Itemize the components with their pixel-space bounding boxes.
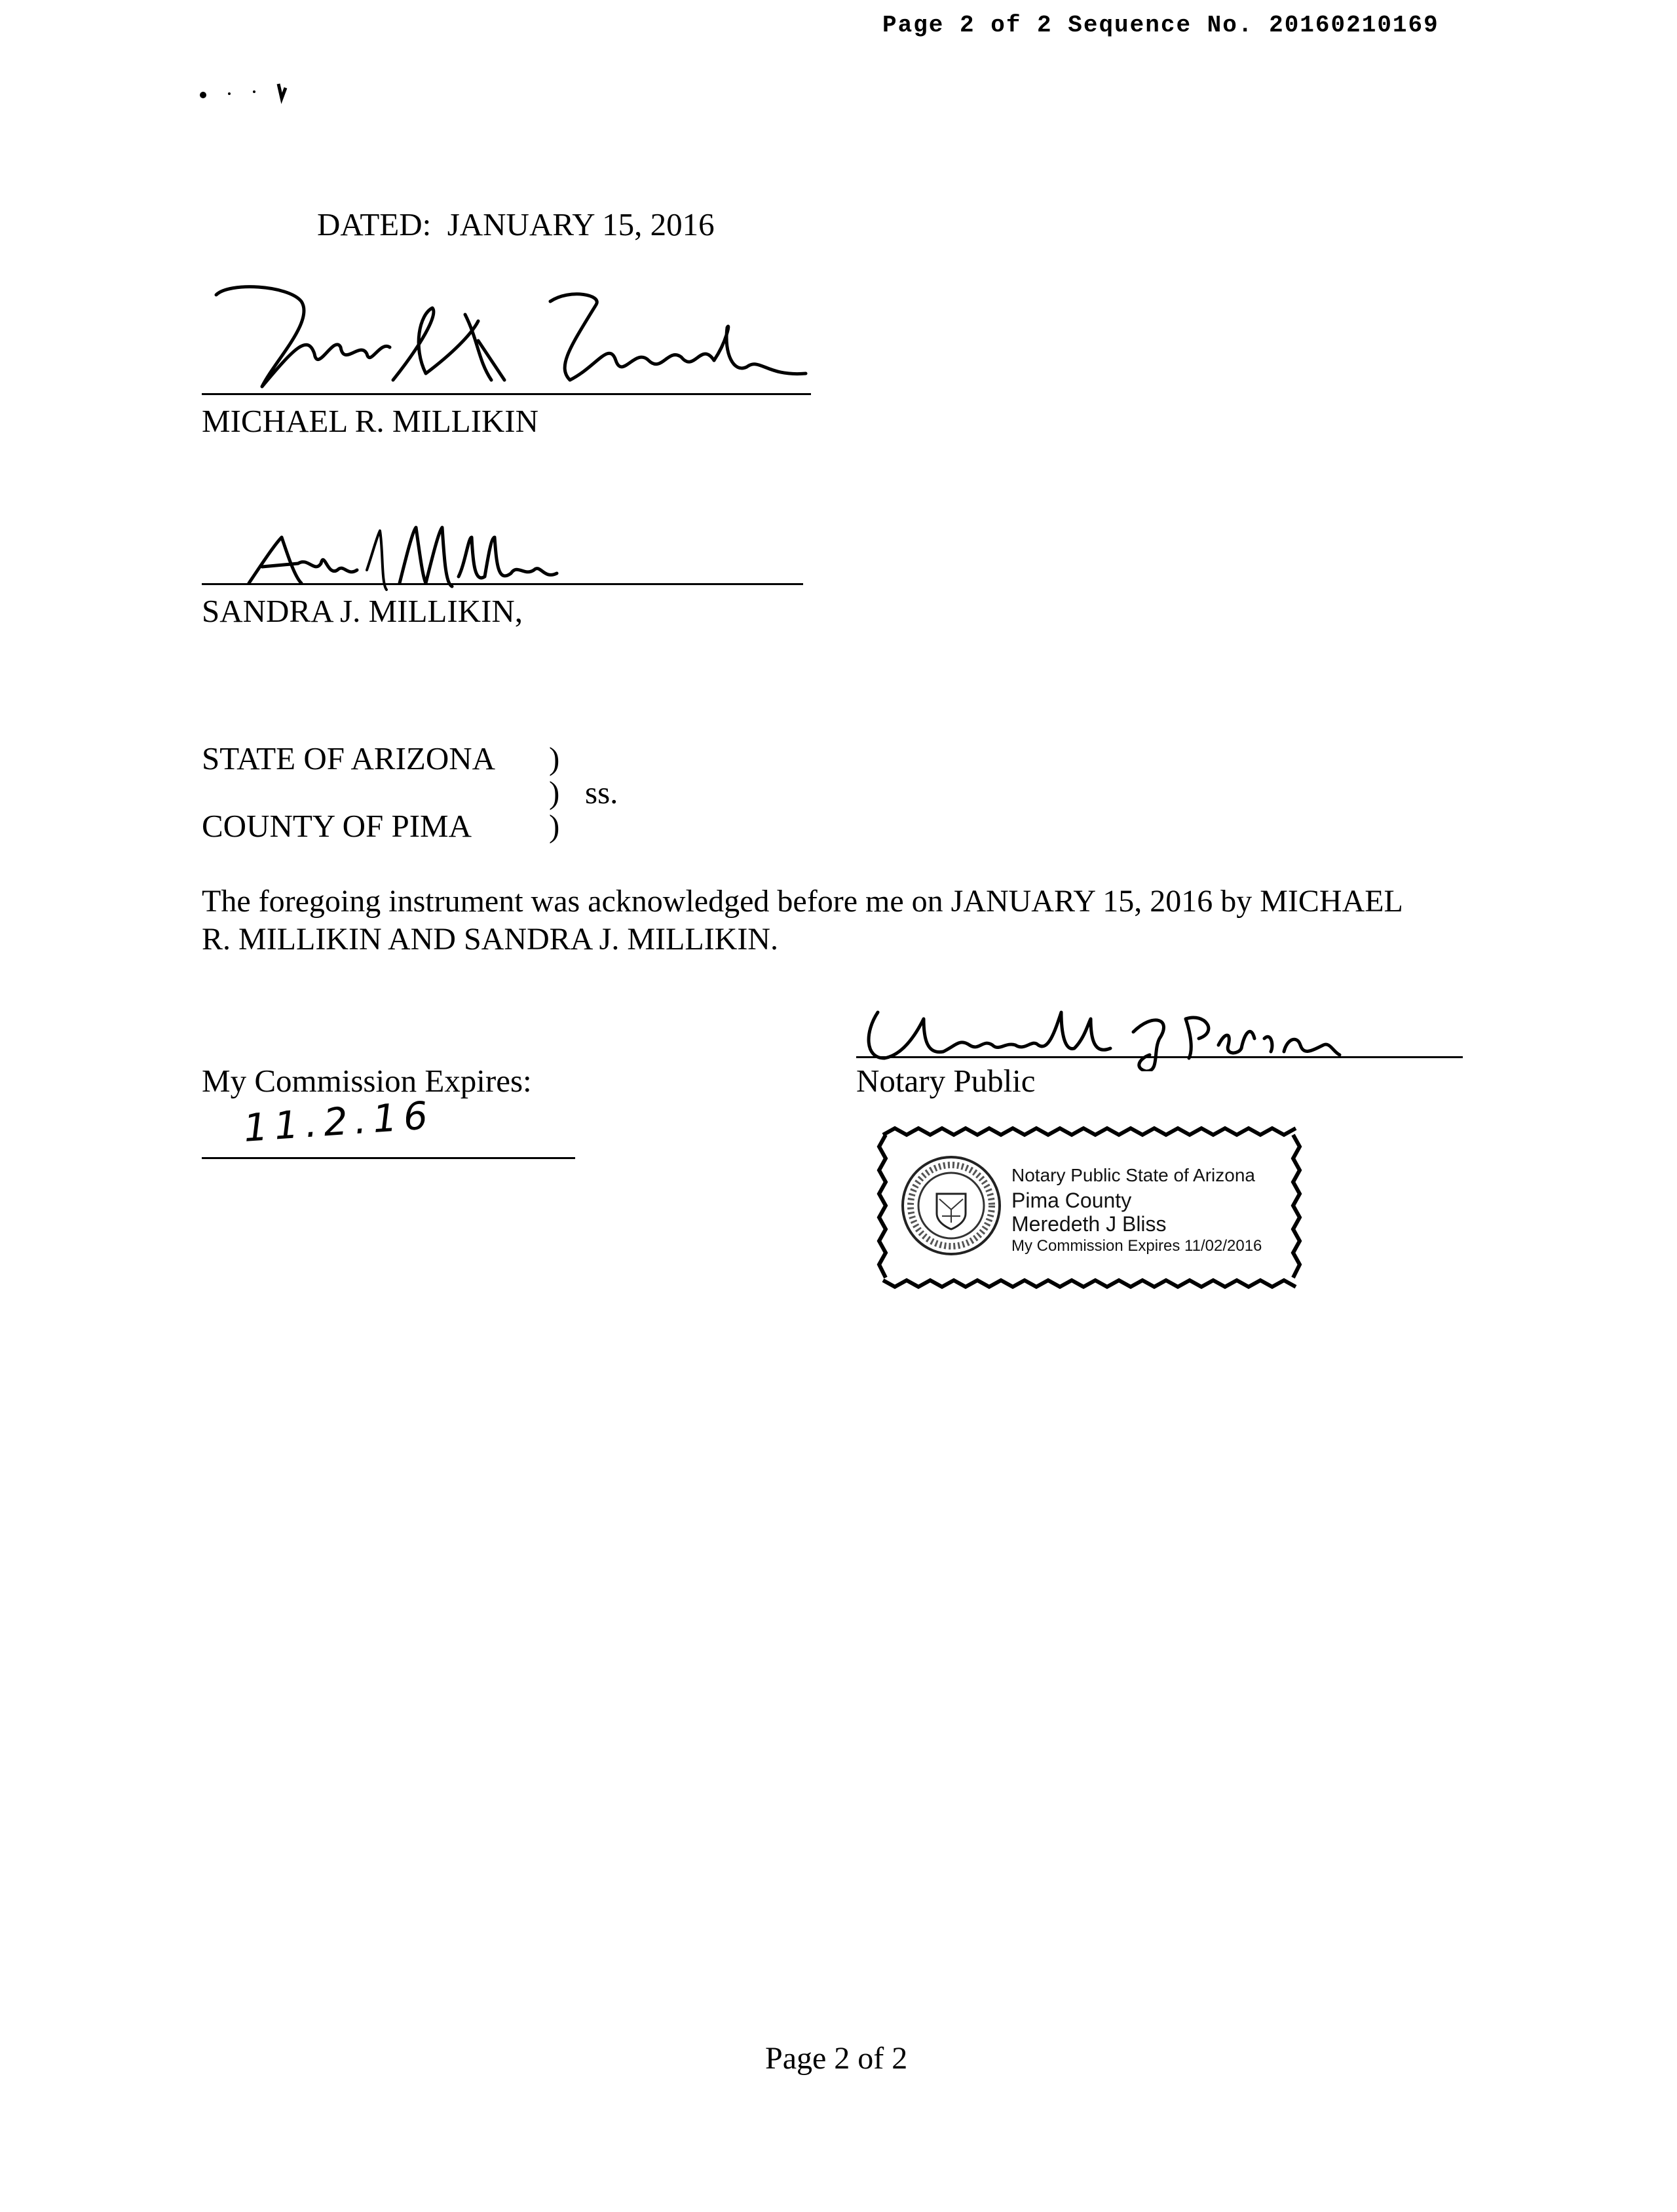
notary-public-label: Notary Public (856, 1063, 1036, 1099)
venue-ss: ss. (585, 774, 618, 810)
venue-state: STATE OF ARIZONA (202, 740, 495, 776)
page-footer: Page 2 of 2 (765, 2041, 908, 2076)
signature-line-sandra (202, 583, 803, 585)
signer-name-michael: MICHAEL R. MILLIKIN (202, 403, 538, 439)
commission-label: My Commission Expires: (202, 1063, 532, 1099)
venue-county: COUNTY OF PIMA (202, 808, 472, 844)
stamp-line-4: My Commission Expires 11/02/2016 (1011, 1237, 1262, 1255)
sequence-header: Page 2 of 2 Sequence No. 20160210169 (882, 12, 1439, 39)
scan-specks (190, 72, 308, 105)
arizona-seal-icon (899, 1153, 1004, 1258)
commission-date-line (202, 1157, 575, 1159)
venue-paren-3: ) (549, 808, 560, 844)
signature-notary (852, 993, 1363, 1071)
signature-michael (203, 275, 832, 406)
venue-paren-1: ) (549, 740, 560, 776)
signature-sandra (236, 511, 576, 603)
signature-line-michael (202, 393, 811, 395)
dated-line (317, 208, 715, 240)
venue-paren-2: ) (549, 774, 560, 810)
stamp-line-1: Notary Public State of Arizona (1011, 1165, 1255, 1185)
commission-date-handwritten: 11.2.16 (242, 1092, 436, 1151)
notary-stamp (876, 1126, 1304, 1289)
signer-name-sandra: SANDRA J. MILLIKIN, (202, 593, 523, 629)
stamp-line-3: Meredeth J Bliss (1011, 1212, 1167, 1236)
dated-date: JANUARY 15, 2016 (447, 206, 715, 242)
acknowledgment-line-2: R. MILLIKIN AND SANDRA J. MILLIKIN. (202, 922, 778, 957)
dated-label: DATED: (317, 206, 432, 242)
stamp-line-2: Pima County (1011, 1189, 1132, 1212)
acknowledgment-line-1: The foregoing instrument was acknowledged before me on JANUARY 15, 2016 by MICHAEL (202, 884, 1403, 919)
signature-line-notary (856, 1056, 1463, 1058)
